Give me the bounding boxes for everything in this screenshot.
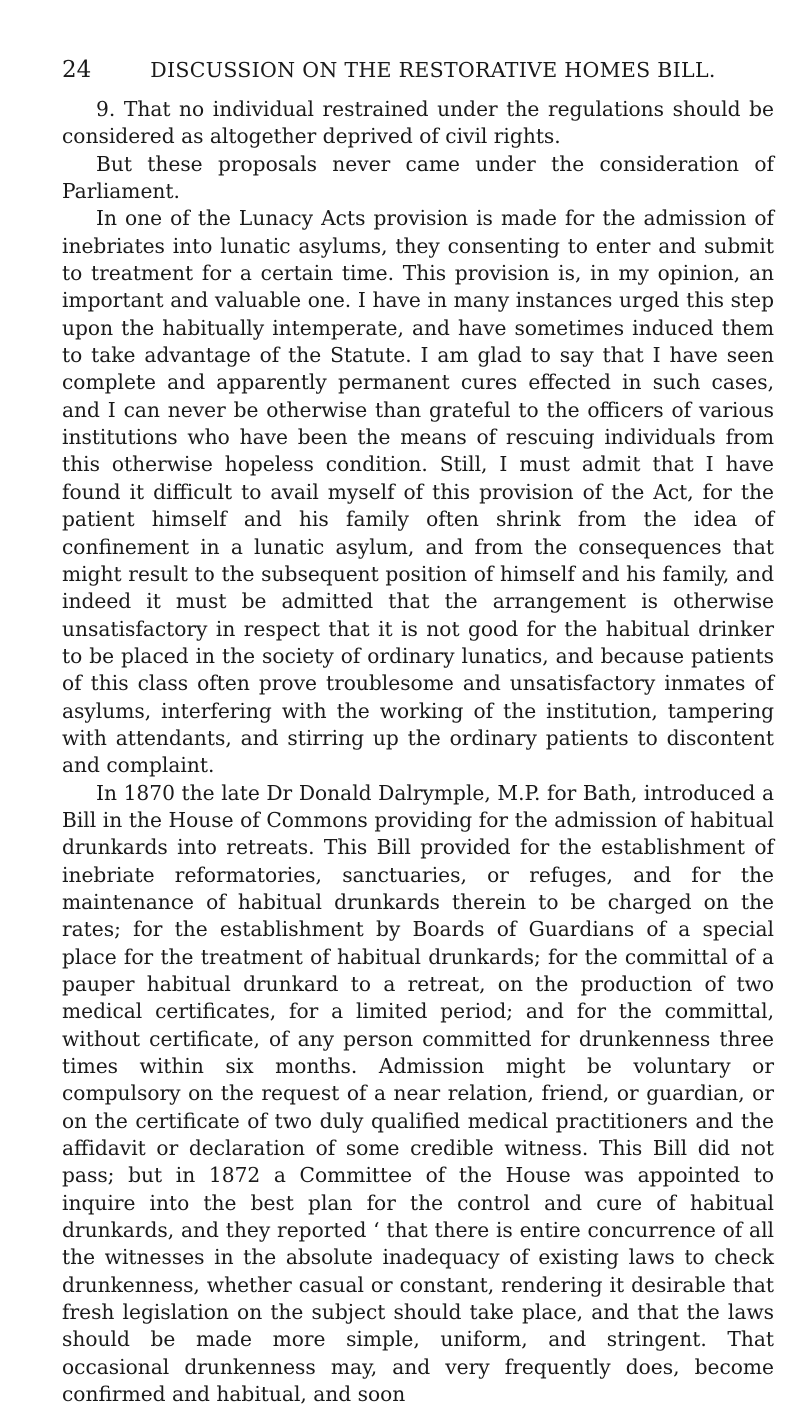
body-text (62, 96, 774, 1409)
paragraph-item-9: 9. That no individual restrained under the regulations should be considered as altogether deprived of civil rights. (62, 97, 774, 149)
page-header (62, 50, 774, 90)
paragraph-dalrymple-bill: In 1870 the late Dr Donald Dalrymple, M.P. for Bath, introduced a Bill in the House of Commons providing for the admission of habitual drunkards into retreats. This Bill provided for the establishment of inebriate reformatories, sanctuaries, or refuges, and for the maintenance of habitual drunkards therein to be charged on the rates; for the establishment by Boards of Guardians of a special place for the treatment of habitual drunkards; for the committal of a pauper habitual drunkard to a retreat, on the production of two medical certificates, for a limited period; and for the committal, without certificate, of any person committed for drunkenness three times within six months. Admission might be voluntary or compulsory on the request of a near relation, friend, or guardian, or on the certificate of two duly qualified medical practitioners and the affidavit or declaration of some credible witness. This Bill did not pass; but in 1872 a Committee of the House was appointed to inquire into the best plan for the control and cure of habitual drunkards, and they reported ‘ that there is entire concurrence of all the witnesses in the absolute inadequacy of existing laws to check drunkenness, whether casual or constant, rendering it desirable that fresh legislation on the subject should take place, and that the laws should be made more simple, uniform, and stringent. That occasional drunkenness may, and very frequently does, become confirmed and habitual, and soon (62, 780, 774, 1407)
running-title: DISCUSSION ON THE RESTORATIVE HOMES BILL. (150, 58, 716, 82)
paragraph-parliament: But these proposals never came under the consideration of Parliament. (62, 151, 774, 204)
book-page (62, 50, 774, 1409)
paragraph-lunacy-acts: In one of the Lunacy Acts provision is made for the admission of inebriates into lunatic asylums, they consenting to enter and submit to treatment for a certain time. This provision is, in my opinion, an important and valuable one. I have in many instances urged this step upon the habitually intemperate, and have sometimes induced them to take advantage of the Statute. I am glad to say that I have seen complete and apparently permanent cures effected in such cases, and I can never be otherwise than grateful to the officers of various institutions who have been the means of rescuing individuals from this otherwise hopeless condition. Still, I must admit that I have found it difficult to avail myself of this provision of the Act, for the patient himself and his family often shrink from the idea of confinement in a lunatic asylum, and from the consequences that might result to the subsequent position of himself and his family, and indeed it must be admitted that the arrangement is otherwise unsatisfactory in respect that it is not good for the habitual drinker to be placed in the society of ordinary lunatics, and because patients of this class often prove troublesome and unsatisfactory inmates of asylums, interfering with the working of the institution, tampering with attendants, and stirring up the ordinary patients to discontent and complaint. (62, 206, 774, 778)
page-number: 24 (62, 57, 92, 83)
